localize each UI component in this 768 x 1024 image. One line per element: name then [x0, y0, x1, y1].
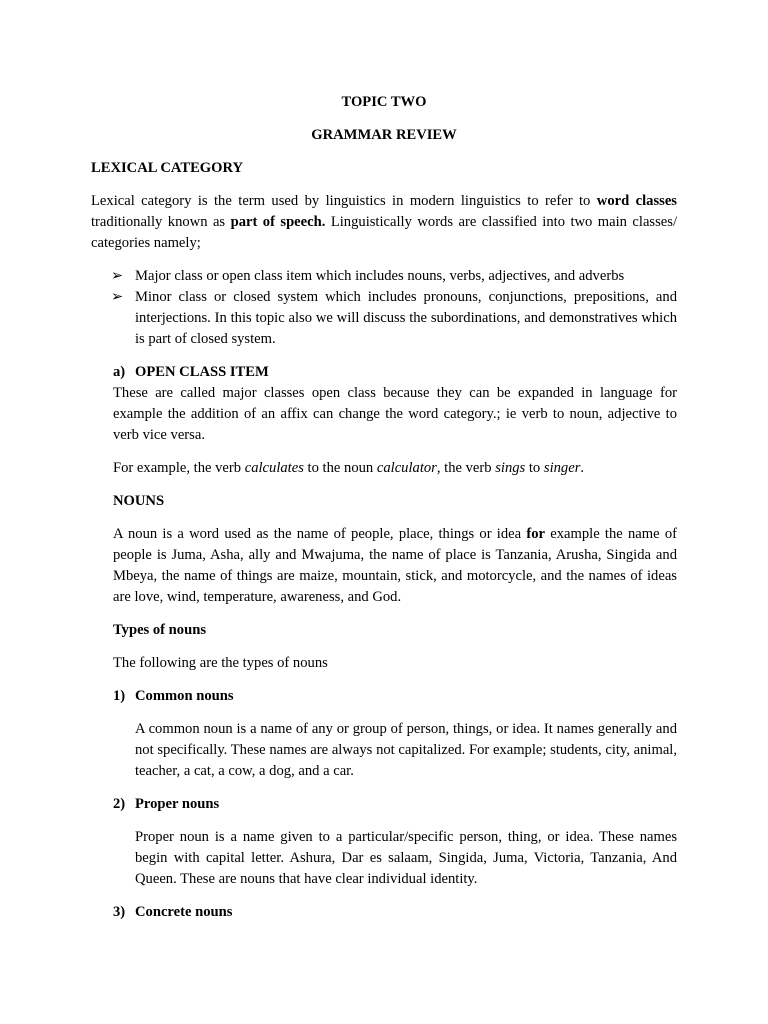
word-classes-bold: word classes: [596, 193, 677, 209]
nouns-heading: NOUNS: [113, 493, 165, 509]
example-italic: sings: [495, 460, 526, 476]
item-heading-text: Concrete nouns: [135, 904, 233, 920]
proper-nouns-heading: [113, 794, 677, 815]
arrow-bullet-icon: ➢: [111, 289, 124, 305]
item-number: 2): [113, 796, 126, 812]
example-text: For example, the verb: [113, 460, 245, 476]
nouns-text-2: example the name of people is Juma, Asha, ally and Mwajuma, the name of place is Tanzania, Arusha, Singida and Mbeya, the name of things are maize, mountain, stick, and motorcycle, and the names of ideas are love, wind, temperature, awareness, and God.: [113, 526, 677, 605]
open-class-paragraph: These are called major classes open class because they can be expanded in language for example the addition of an affix can change the word category.; ie verb to noun, adjective to verb vice versa.: [113, 385, 677, 443]
example-italic: singer: [543, 460, 581, 476]
section-heading-text: OPEN CLASS ITEM: [135, 364, 269, 380]
topic-title: TOPIC TWO: [341, 94, 427, 110]
part-of-speech-bold: part of speech.: [230, 214, 326, 230]
section-number: a): [113, 364, 126, 380]
example-italic: calculator: [376, 460, 437, 476]
document-content: [91, 92, 677, 935]
lexical-category-heading: LEXICAL CATEGORY: [91, 160, 244, 176]
example-text: , the verb: [436, 460, 496, 476]
list-item: [91, 287, 677, 350]
types-of-nouns-intro: The following are the types of nouns: [113, 655, 328, 671]
example-italic: calculates: [244, 460, 304, 476]
class-list: [91, 266, 677, 350]
concrete-nouns-heading: [113, 902, 677, 923]
lexical-category-paragraph: [91, 191, 677, 254]
lexical-text-2: traditionally known as: [91, 214, 231, 230]
open-class-heading: [113, 362, 677, 383]
common-nouns-heading: [113, 686, 677, 707]
page-title: GRAMMAR REVIEW: [311, 127, 457, 143]
example-text: to: [525, 460, 544, 476]
list-item-text: Major class or open class item which includes nouns, verbs, adjectives, and adverbs: [135, 268, 625, 284]
nouns-paragraph: [113, 524, 677, 608]
lexical-text-3: Linguistically words are classified into two main classes/ categories namely;: [91, 214, 678, 251]
types-of-nouns-heading: Types of nouns: [113, 622, 206, 638]
item-heading-text: Common nouns: [135, 688, 234, 704]
arrow-bullet-icon: ➢: [111, 268, 124, 284]
open-class-example: [113, 458, 677, 479]
for-bold: for: [526, 526, 545, 542]
item-number: 3): [113, 904, 126, 920]
nouns-text-1: A noun is a word used as the name of people, place, things or idea: [113, 526, 527, 542]
list-item: [91, 266, 677, 287]
lexical-text-1: Lexical category is the term used by linguistics in modern linguistics to refer to: [91, 193, 597, 209]
common-nouns-paragraph: A common noun is a name of any or group of person, things, or idea. It names generally and not specifically. These names are always not capitalized. For example; students, city, animal, teacher, a cat, a cow, a dog, and a car.: [135, 721, 677, 779]
item-number: 1): [113, 688, 126, 704]
item-heading-text: Proper nouns: [135, 796, 220, 812]
example-text: .: [580, 460, 585, 476]
proper-nouns-paragraph: Proper noun is a name given to a particular/specific person, thing, or idea. These names begin with capital letter. Ashura, Dar es salaam, Singida, Juma, Victoria, Tanzania, And Queen. These are nouns that have clear individual identity.: [135, 829, 677, 887]
example-text: to the noun: [303, 460, 377, 476]
list-item-text: Minor class or closed system which includes pronouns, conjunctions, prepositions, and interjections. In this topic also we will discuss the subordinations, and demonstratives which is part of closed system.: [135, 289, 677, 347]
